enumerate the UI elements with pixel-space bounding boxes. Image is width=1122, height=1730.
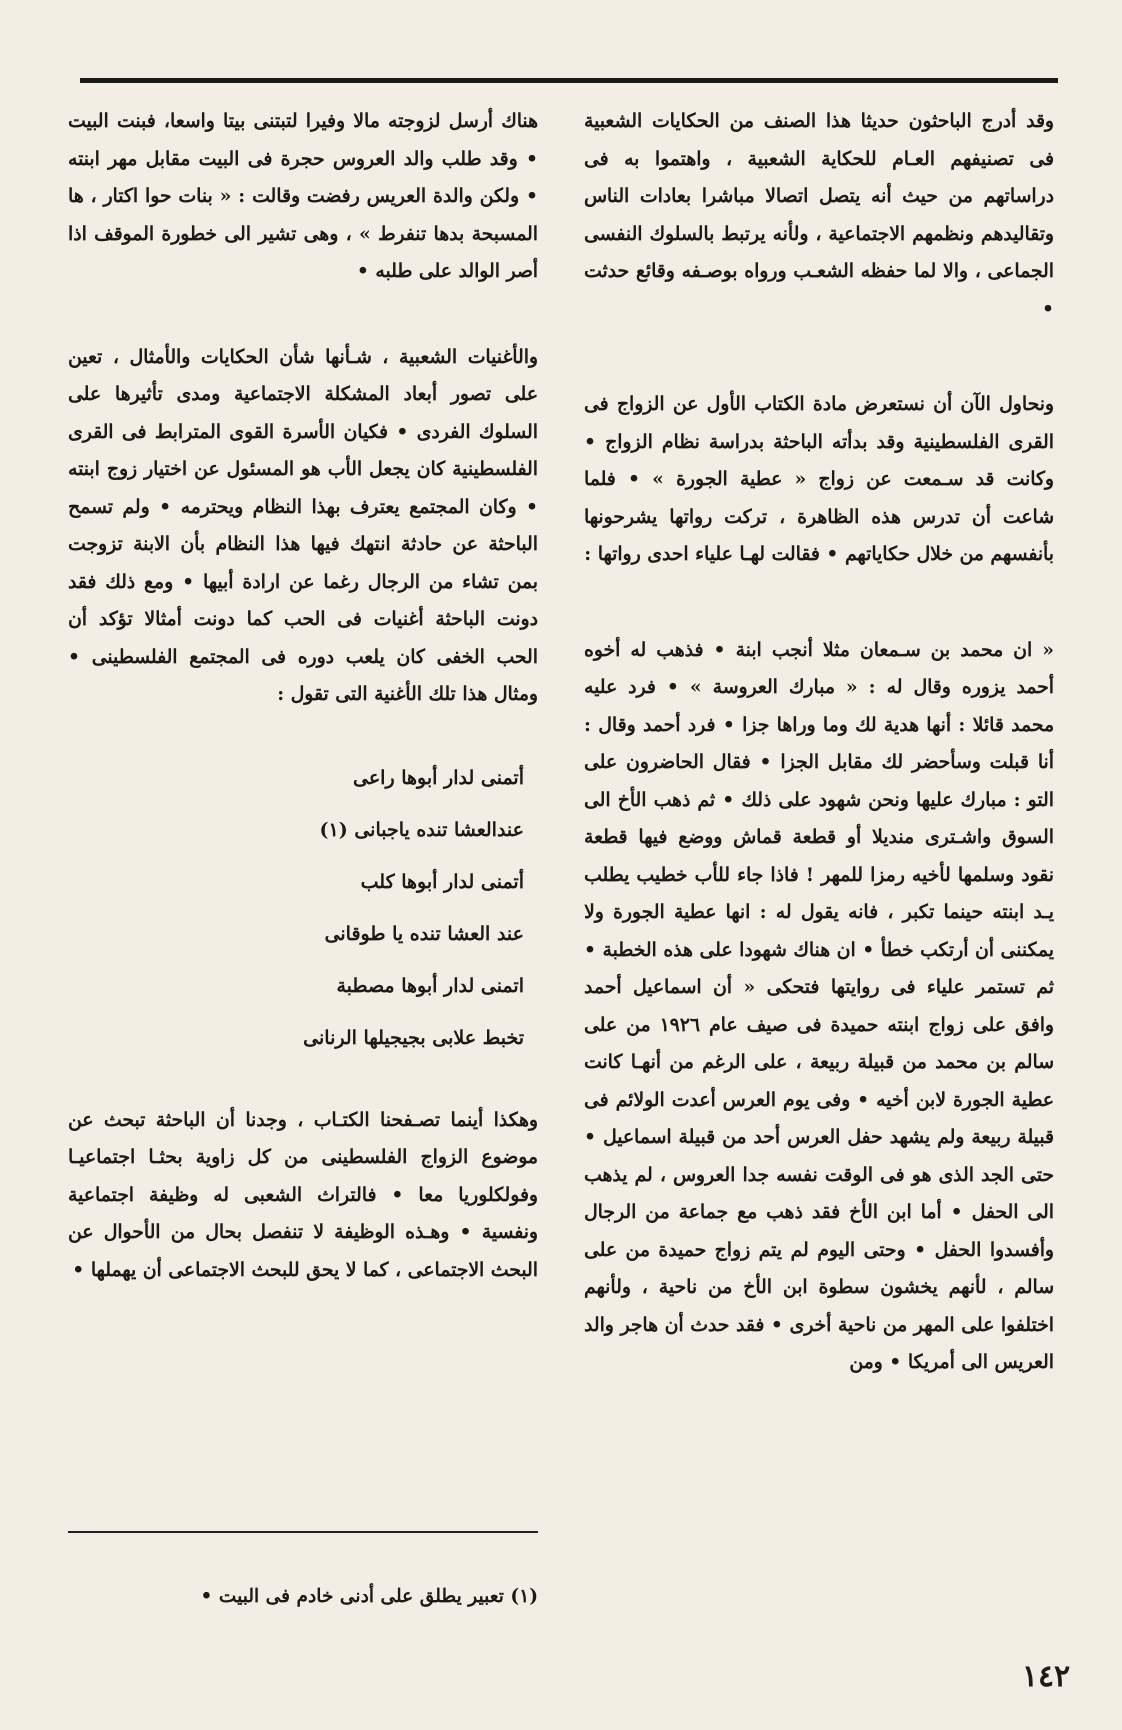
left-column xyxy=(68,103,538,1289)
paragraph-gap xyxy=(584,574,1054,632)
left-paragraph-3: وهكذا أينما تصـفحنا الكتـاب ، وجدنا أن الباحثة تبحث عن موضوع الزواج الفلسطينى من كل زاوية بحثـا اجتماعيـا وفولكلوريا معا • فالتراث الشعبى له وظيفة اجتماعية ونفسية • وهـذه الوظيفة لا تنفصل بحال من الأحوال عن البحث الاجتماعى ، كما لا يحق للبحث الاجتماعى أن يهملها • xyxy=(68,1108,538,1281)
right-column xyxy=(584,103,1054,1382)
left-paragraph-1: هناك أرسل لزوجته مالا وفيرا لتبتنى بيتا واسعا، فبنت البيت • وقد طلب والد العروس حجرة فى البيت مقابل مهر ابنته • ولكن والدة العريس رفضت وقالت : « بنات حوا اكتار ، ها المسبحة بدها تنفرط » ، وهى تشير الى خطورة الموقف اذا أصر الوالد على طلبه • xyxy=(68,110,538,282)
footnote: (١) تعبير يطلق على أدنى خادم فى البيت • xyxy=(200,1586,538,1607)
paragraph-gap xyxy=(68,714,538,752)
verse-line: أتمنى لدار أبوها راعى xyxy=(353,766,524,789)
verse-line: اتمنى لدار أبوها مصطبة xyxy=(336,974,524,997)
right-paragraph-2: ونحاول الآن أن نستعرض مادة الكتاب الأول عن الزواج فى القرى الفلسطينية وقد بدأته الباحثة بدراسة نظام الزواج • وكانت قد سـمعت عن زواج « عطية الجورة » • فلما شاعت أن تدرس هذه الظاهرة ، تركت رواتها يشرحونها بأنفسهم من خلال حكاياتهم • فقالت لهـا علياء احدى رواتها : xyxy=(584,393,1054,565)
paragraph-gap xyxy=(68,291,538,339)
paragraph-gap xyxy=(584,328,1054,386)
top-rule xyxy=(80,78,1058,83)
verse-line: عند العشا تنده يا طوقانى xyxy=(324,922,524,945)
left-paragraph-2: والأغنيات الشعبية ، شـأنها شأن الحكايات والأمثال ، تعين على تصور أبعاد المشكلة الاجتماعية ومدى تأثيرها على السلوك الفردى • فكيان الأسرة القوى المترابط فى القرى الفلسطينية كان يجعل الأب هو المسئول عن اختيار زوج ابنته • وكان المجتمع يعترف بهذا النظام ويحترمه • ولم تسمح الباحثة عن حادثة انتهك فيها هذا النظام بأن الابنة تزوجت بمن تشاء من الرجال رغما عن ارادة أبيها • ومع ذلك فقد دونت الباحثة أغنيات فى الحب كما دونت أمثالا تؤكد أن الحب الخفى كان يلعب دوره فى المجتمع الفلسطينى • ومثال هذا تلك الأغنية التى تقول : xyxy=(68,345,538,705)
folk-song-verses xyxy=(68,752,538,1064)
right-paragraph-3: « ان محمد بن سـمعان مثلا أنجب ابنة • فذهب له أخوه أحمد يزوره وقال له : « مبارك العروسة » • فرد عليه محمد قائلا : أنها هدية لك وما وراها جزا • فرد أحمد وقال : أنا قبلت وسأحضر لك مقابل الجزا • فقال الحاضرون على التو : مبارك عليها ونحن شهود على ذلك • ثم ذهب الأخ الى السوق واشـترى منديلا أو قطعة قماش ووضع فيها قطعة نقود وسلمها لأخيه رمزا للمهر ! فاذا جاء للأب خطيب يطلب يـد ابنته حينما تكبر ، فانه يقول له : انها عطية الجورة ولا يمكننى أن أرتكب خطأ • ان هناك شهودا على هذه الخطبة • ثم تستمر علياء فى روايتها فتحكى « أن اسماعيل أحمد وافق على زواج ابنته حميدة فى صيف عام ١٩٢٦ من على سالم بن محمد من قبيلة ربيعة ، على الرغم من أنهـا كانت عطية الجورة لابن أخيه • وفى يوم العرس أعدت الولائم فى قبيلة ربيعة ولم يشهد حفل العرس أحد من قبيلة اسماعيل • حتى الجد الذى هو فى الوقت نفسه جدا العروس ، لم يذهب الى الحفل • أما ابن الأخ فقد ذهب مع جماعة من الرجال وأفسدوا الحفل • وحتى اليوم لم يتم زواج حميدة من على سالم ، لأنهم يخشون سطوة ابن الأخ من ناحية ، ولأنهم اختلفوا على المهر من ناحية أخرى • فقد حدث أن هاجر والد العريس الى أمريكا • ومن xyxy=(584,638,1054,1373)
verse-line: عندالعشا تنده ياجبانى (١) xyxy=(319,818,524,841)
right-paragraph-1: وقد أدرج الباحثون حديثا هذا الصنف من الحكايات الشعبية فى تصنيفهم العـام للحكاية الشعبية ، واهتموا به فى دراساتهم من حيث أنه يتصل اتصالا مباشرا بعادات الناس وتقاليدهم ونظمهم الاجتماعية ، ولأنه يرتبط بالسلوك النفسى الجماعى ، والا لما حفظه الشعـب ورواه بوصـفه وقائع حدثت • xyxy=(584,110,1054,320)
verse-line: تخبط علابى بجيجيلها الرنانى xyxy=(303,1026,524,1049)
verse-line: أتمنى لدار أبوها كلب xyxy=(360,870,524,893)
page-number: ١٤٢ xyxy=(1021,1659,1071,1694)
paragraph-gap xyxy=(68,1064,538,1102)
footnote-rule xyxy=(68,1531,538,1533)
